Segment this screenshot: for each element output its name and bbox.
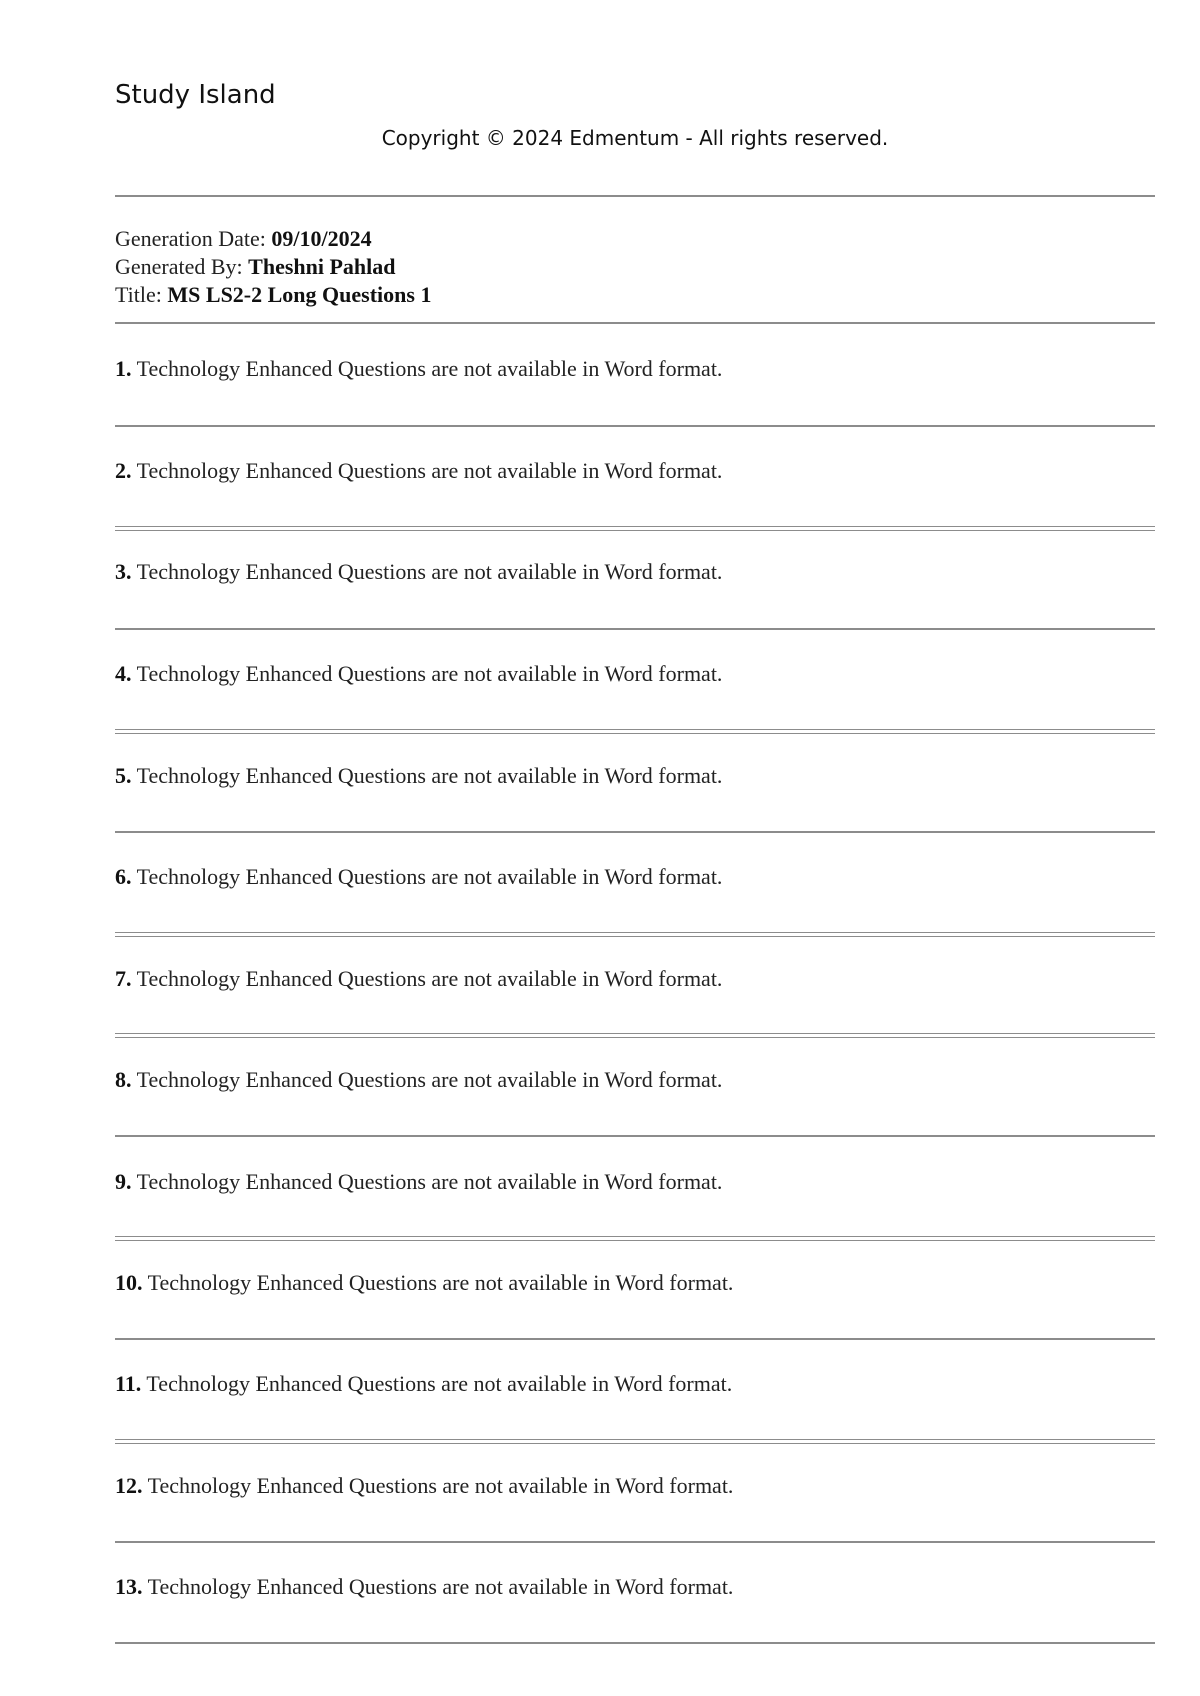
meta-divider: [115, 322, 1155, 324]
question-item: [115, 966, 722, 992]
question-divider: [115, 1642, 1155, 1644]
question-divider: [115, 1541, 1155, 1543]
question-text: Technology Enhanced Questions are not available in Word format.: [131, 458, 723, 483]
question-text: Technology Enhanced Questions are not available in Word format.: [142, 1574, 734, 1599]
generated-by-label: Generated By:: [115, 254, 249, 279]
question-number: 3.: [115, 559, 132, 584]
question-text: Technology Enhanced Questions are not available in Word format.: [131, 1067, 723, 1092]
question-number: 6.: [115, 864, 132, 889]
question-text: Technology Enhanced Questions are not available in Word format.: [131, 559, 723, 584]
question-divider: [115, 526, 1155, 531]
question-divider: [115, 425, 1155, 427]
question-item: [115, 661, 722, 687]
question-item: [115, 559, 722, 585]
question-item: [115, 864, 722, 890]
copyright-notice: Copyright © 2024 Edmentum - All rights reserved.: [381, 126, 889, 150]
question-divider: [115, 1135, 1155, 1137]
generation-date-value: 09/10/2024: [271, 226, 372, 251]
question-item: [115, 1169, 722, 1195]
question-text: Technology Enhanced Questions are not available in Word format.: [131, 356, 723, 381]
generation-date-row: [115, 225, 431, 253]
question-text: Technology Enhanced Questions are not available in Word format.: [131, 966, 723, 991]
question-number: 9.: [115, 1169, 132, 1194]
brand-title: Study Island: [115, 80, 276, 110]
question-text: Technology Enhanced Questions are not available in Word format.: [142, 1473, 734, 1498]
generation-date-label: Generation Date:: [115, 226, 272, 251]
question-item: [115, 763, 722, 789]
title-row: [115, 281, 431, 309]
question-item: [115, 356, 722, 382]
question-number: 7.: [115, 966, 132, 991]
question-item: [115, 1574, 733, 1600]
question-text: Technology Enhanced Questions are not available in Word format.: [131, 661, 723, 686]
question-item: [115, 1371, 732, 1397]
question-divider: [115, 628, 1155, 630]
question-number: 1.: [115, 356, 132, 381]
question-divider: [115, 831, 1155, 833]
document-metadata: [115, 225, 431, 309]
question-divider: [115, 1338, 1155, 1340]
question-number: 5.: [115, 763, 132, 788]
question-number: 8.: [115, 1067, 132, 1092]
question-item: [115, 458, 722, 484]
question-item: [115, 1270, 733, 1296]
question-divider: [115, 1439, 1155, 1444]
question-text: Technology Enhanced Questions are not available in Word format.: [131, 1169, 723, 1194]
question-text: Technology Enhanced Questions are not available in Word format.: [131, 864, 723, 889]
question-number: 12.: [115, 1473, 143, 1498]
generated-by-value: Theshni Pahlad: [248, 254, 396, 279]
question-number: 4.: [115, 661, 132, 686]
generated-by-row: [115, 253, 431, 281]
question-divider: [115, 729, 1155, 734]
question-divider: [115, 1236, 1155, 1241]
question-number: 2.: [115, 458, 132, 483]
question-number: 13.: [115, 1574, 143, 1599]
question-item: [115, 1473, 733, 1499]
question-text: Technology Enhanced Questions are not available in Word format.: [131, 763, 723, 788]
question-item: [115, 1067, 722, 1093]
title-value: MS LS2-2 Long Questions 1: [167, 282, 432, 307]
question-divider: [115, 1033, 1155, 1038]
question-number: 10.: [115, 1270, 143, 1295]
question-text: Technology Enhanced Questions are not available in Word format.: [141, 1371, 733, 1396]
question-number: 11.: [115, 1371, 142, 1396]
title-label: Title:: [115, 282, 168, 307]
header-divider: [115, 195, 1155, 197]
question-text: Technology Enhanced Questions are not available in Word format.: [142, 1270, 734, 1295]
question-divider: [115, 932, 1155, 937]
